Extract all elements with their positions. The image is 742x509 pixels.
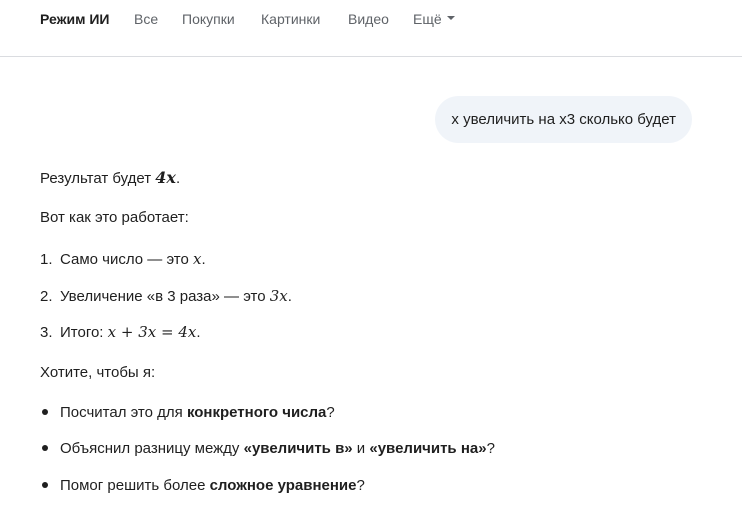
step-number: 2. <box>40 288 53 305</box>
tab-shopping[interactable]: Покупки <box>182 11 235 27</box>
step-math: x <box>193 250 202 268</box>
option-suffix: ? <box>326 404 335 421</box>
option-item <box>40 403 335 423</box>
option-item <box>40 476 365 496</box>
tab-more[interactable] <box>413 10 455 28</box>
option-text: Помог решить более <box>60 477 210 494</box>
step-text: Само число — это <box>60 251 193 268</box>
step-suffix: . <box>287 288 292 305</box>
result-line <box>40 168 180 189</box>
step-suffix: . <box>196 324 201 341</box>
result-suffix: . <box>175 170 181 187</box>
option-middle: и <box>352 440 370 457</box>
step-suffix: . <box>201 251 206 268</box>
tab-more-label: Ещё <box>413 11 442 27</box>
option-bold: конкретного числа <box>186 404 327 421</box>
option-item <box>40 439 495 459</box>
step-number: 3. <box>40 324 53 341</box>
tab-video[interactable]: Видео <box>348 11 389 27</box>
step-text: Увеличение «в 3 раза» — это <box>60 288 270 305</box>
bullet-icon <box>42 445 48 451</box>
step-item <box>40 322 201 343</box>
chevron-down-icon <box>447 16 455 20</box>
option-bold: «увеличить на» <box>369 440 487 457</box>
option-suffix: ? <box>486 440 495 457</box>
option-bold: «увеличить в» <box>243 440 353 457</box>
step-item <box>40 286 292 307</box>
step-item <box>40 249 206 270</box>
option-text: Посчитал это для <box>60 404 187 421</box>
how-it-works-label: Вот как это работает: <box>40 209 189 226</box>
user-query-bubble: x увеличить на x3 сколько будет <box>435 96 692 143</box>
top-navigation <box>0 0 742 57</box>
result-prefix: Результат будет <box>40 170 156 187</box>
follow-up-question: Хотите, чтобы я: <box>40 364 156 381</box>
tab-ai-mode[interactable]: Режим ИИ <box>40 11 110 27</box>
option-bold: сложное уравнение <box>209 477 357 494</box>
bullet-icon <box>42 409 48 415</box>
step-text: Итого: <box>60 324 108 341</box>
step-math: x + 3x = 4x <box>107 323 197 341</box>
result-value: 4x <box>155 168 176 187</box>
option-text: Объяснил разницу между <box>60 440 244 457</box>
tab-all[interactable]: Все <box>134 11 159 27</box>
bullet-icon <box>42 482 48 488</box>
tab-images[interactable]: Картинки <box>261 11 321 27</box>
step-number: 1. <box>40 251 53 268</box>
option-suffix: ? <box>356 477 365 494</box>
step-math: 3x <box>269 287 288 305</box>
